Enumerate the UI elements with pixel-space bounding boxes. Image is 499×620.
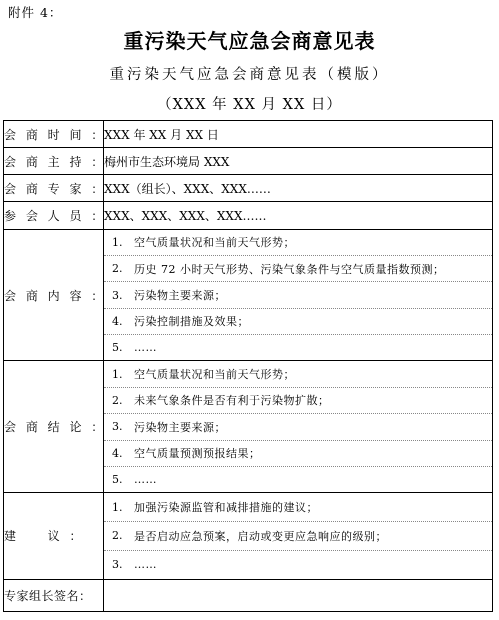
item-number: 5. [112, 341, 123, 355]
form-row-experts [4, 175, 493, 202]
suggestion-list-cell [104, 493, 493, 580]
list-item [104, 414, 492, 440]
list-item [104, 361, 492, 387]
list-item [104, 309, 492, 335]
suggestion-list [104, 493, 492, 579]
date-line: （XXX 年 XX 月 XX 日） [157, 97, 342, 113]
item-text: 空气质量预测预报结果； [134, 447, 261, 461]
item-number: 5. [112, 473, 123, 487]
item-text: 空气质量状况和当前天气形势； [134, 236, 295, 250]
list-item [104, 467, 492, 492]
suggestion-label: 建 议 ： [4, 493, 104, 580]
form-row-content [4, 229, 493, 361]
item-number: 3. [112, 558, 123, 572]
row-label: 会 商 时 间 ： [4, 121, 104, 148]
page-title: 重污染天气应急会商意见表 [123, 29, 376, 53]
list-item [104, 230, 492, 256]
attachment-label: 附件 4： [8, 5, 63, 20]
item-text: …… [134, 558, 157, 572]
item-text: 空气质量状况和当前天气形势； [134, 368, 295, 382]
list-item [104, 493, 492, 522]
conclusion-list-cell [104, 361, 493, 493]
row-label: 参 会 人 员 ： [4, 202, 104, 229]
item-text: 污染控制措施及效果； [134, 315, 249, 329]
meeting-time-value: XXX 年 XX 月 XX 日 [104, 121, 493, 148]
experts-value: XXX（组长）、XXX、XXX…… [104, 175, 493, 202]
item-text: 未来气象条件是否有利于污染物扩散； [134, 394, 330, 408]
item-text: 加强污染源监管和减排措施的建议； [134, 501, 318, 515]
content-list [104, 230, 492, 361]
form-row-conclusion [4, 361, 493, 493]
form-row-host [4, 148, 493, 175]
item-number: 4. [112, 446, 123, 460]
list-item [104, 388, 492, 414]
item-text: …… [134, 341, 157, 355]
form-row-time [4, 121, 493, 148]
item-number: 3. [112, 288, 123, 302]
form-row-attendees [4, 202, 493, 229]
form-row-signature [4, 579, 493, 611]
item-number: 3. [112, 420, 123, 434]
list-item [104, 522, 492, 551]
row-label: 会 商 专 家 ： [4, 175, 104, 202]
item-number: 1. [112, 367, 123, 381]
item-number: 2. [112, 393, 123, 407]
row-label: 会 商 主 持 ： [4, 148, 104, 175]
content-list-cell [104, 229, 493, 361]
item-number: 4. [112, 314, 123, 328]
attendees-value: XXX、XXX、XXX、XXX…… [104, 202, 493, 229]
form-row-suggestion [4, 493, 493, 580]
item-text: 是否启动应急预案，启动或变更应急响应的级别； [134, 529, 387, 543]
meeting-host-value: 梅州市生态环境局 XXX [104, 148, 493, 175]
list-item [104, 441, 492, 467]
item-text: …… [134, 473, 157, 487]
conclusion-label: 会 商 结 论 ： [4, 361, 104, 493]
list-item [104, 256, 492, 282]
content-label: 会 商 内 容 ： [4, 229, 104, 361]
item-number: 2. [112, 529, 123, 543]
item-number: 1. [112, 500, 123, 514]
page-subtitle: 重污染天气应急会商意见表（模版） [109, 67, 390, 83]
signature-label: 专家组长签名： [4, 579, 104, 611]
opinion-form-table [3, 120, 493, 612]
list-item [104, 551, 492, 579]
item-text: 污染物主要来源； [134, 420, 226, 434]
item-text: 历史 72 小时天气形势、污染气象条件与空气质量指数预测； [134, 262, 445, 276]
list-item [104, 335, 492, 360]
item-number: 1. [112, 235, 123, 249]
conclusion-list [104, 361, 492, 492]
item-text: 污染物主要来源； [134, 289, 226, 303]
signature-field[interactable] [104, 579, 493, 611]
list-item [104, 282, 492, 308]
item-number: 2. [112, 262, 123, 276]
